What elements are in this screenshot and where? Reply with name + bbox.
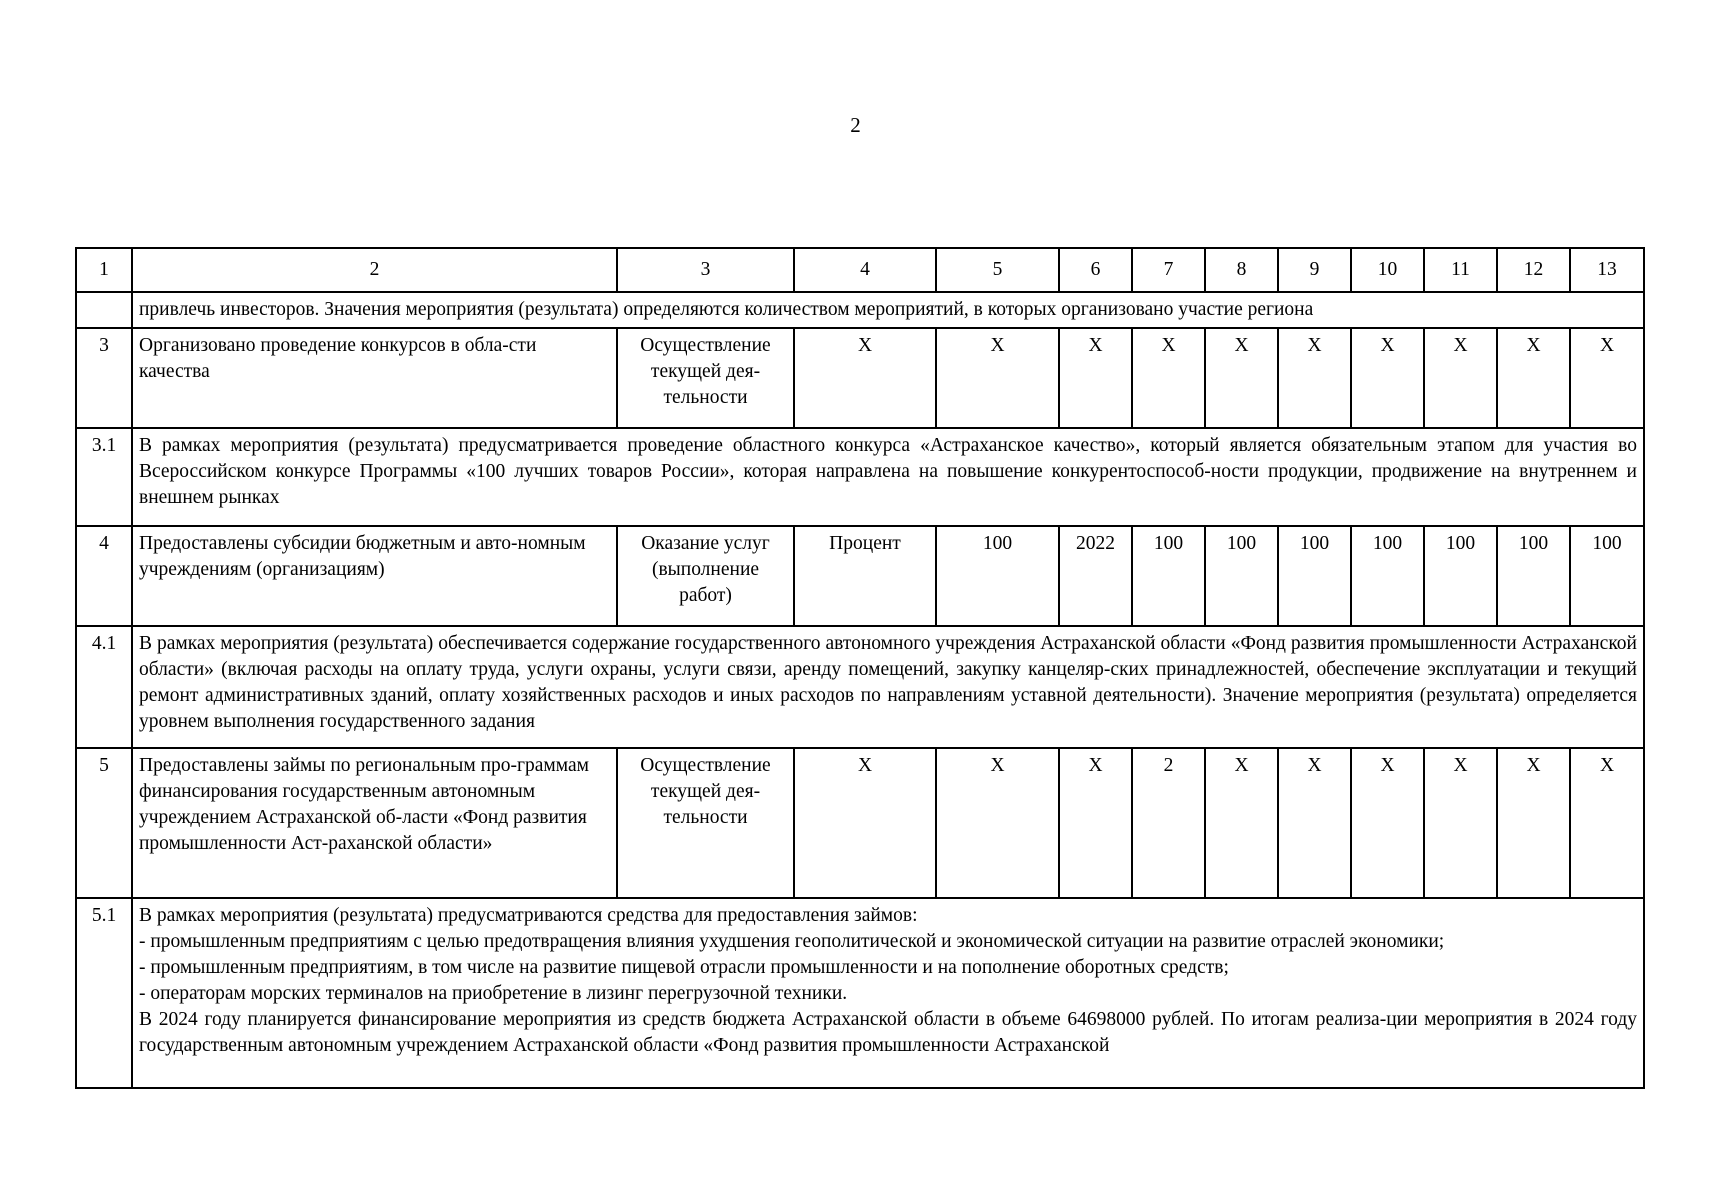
unit-cell: X (794, 748, 936, 898)
table-header-row (76, 248, 1644, 292)
description-text: В рамках мероприятия (результата) предусматривается проведение областного конкурса «Астраханское качество», который является обязательным этапом для участия во Всероссийском конкурсе Программы «100 лучших товаров России», которая направлена на повышение конкурентоспособ-ности продукции, продвижение на внутреннем и внешнем рынках (132, 428, 1644, 526)
description-line: В рамках мероприятия (результата) предусматриваются средства для предоставления займов: (139, 905, 918, 926)
column-number: 9 (1278, 248, 1351, 292)
value-cell: X (1351, 748, 1424, 898)
column-number: 11 (1424, 248, 1497, 292)
table-row (76, 526, 1644, 626)
row-number: 4 (76, 526, 132, 626)
description-line: - промышленным предприятиям с целью предотвращения влияния ухудшения геополитической и экономической ситуации на развитие отраслей экономики; (139, 931, 1445, 952)
base-year-cell: 2022 (1059, 526, 1132, 626)
base-year-cell: X (1059, 748, 1132, 898)
value-cell: X (1205, 328, 1278, 428)
result-type: Оказание услуг (выполнение работ) (617, 526, 794, 626)
base-year-cell: X (1059, 328, 1132, 428)
page-number: 2 (850, 113, 861, 137)
column-number: 2 (132, 248, 617, 292)
row-number: 3.1 (76, 428, 132, 526)
indicators-table (75, 247, 1645, 1089)
value-cell: X (1278, 748, 1351, 898)
column-number: 8 (1205, 248, 1278, 292)
value-cell: X (1278, 328, 1351, 428)
value-cell: X (1205, 748, 1278, 898)
column-number: 4 (794, 248, 936, 292)
value-cell: X (1570, 748, 1644, 898)
row-number: 5.1 (76, 898, 132, 1088)
value-cell: X (1424, 748, 1497, 898)
column-number: 5 (936, 248, 1059, 292)
column-number: 6 (1059, 248, 1132, 292)
column-number: 1 (76, 248, 132, 292)
value-cell: X (1497, 748, 1570, 898)
description-line: В 2024 году планируется финансирование мероприятия из средств бюджета Астраханской области в объеме 64698000 рублей. По итогам реализа-ции мероприятия в 2024 году государственным автономным учреждением Астраханской области «Фонд развития промышленности Астраханской (139, 1009, 1637, 1056)
result-type: Осуществление текущей дея-тельности (617, 748, 794, 898)
description-line: - промышленным предприятиям, в том числе на развитие пищевой отрасли промышленности и на пополнение оборотных средств; (139, 957, 1229, 978)
value-cell: 100 (1278, 526, 1351, 626)
column-number: 3 (617, 248, 794, 292)
value-cell: X (1132, 328, 1205, 428)
row-number-cell (76, 292, 132, 328)
table-row (76, 748, 1644, 898)
value-cell: 2 (1132, 748, 1205, 898)
value-cell: 100 (1132, 526, 1205, 626)
result-type: Осуществление текущей дея-тельности (617, 328, 794, 428)
unit-cell: X (794, 328, 936, 428)
result-name: Предоставлены займы по региональным про-граммам финансирования государственным автономным учреждением Астраханской об-ласти «Фонд развития промышленности Аст-раханской области» (132, 748, 617, 898)
table-row-description (76, 626, 1644, 748)
row-number: 5 (76, 748, 132, 898)
result-name: Организовано проведение конкурсов в обла-сти качества (132, 328, 617, 428)
column-number: 12 (1497, 248, 1570, 292)
value-cell: 100 (1497, 526, 1570, 626)
table-row-description (76, 428, 1644, 526)
column-number: 13 (1570, 248, 1644, 292)
table-row-continuation (76, 292, 1644, 328)
base-value-cell: X (936, 328, 1059, 428)
value-cell: 100 (1570, 526, 1644, 626)
row-number: 3 (76, 328, 132, 428)
description-line: - операторам морских терминалов на приобретение в лизинг перегрузочной техники. (139, 983, 848, 1004)
base-value-cell: X (936, 748, 1059, 898)
table-row-description (76, 898, 1644, 1088)
result-name: Предоставлены субсидии бюджетным и авто-номным учреждениям (организациям) (132, 526, 617, 626)
row-number: 4.1 (76, 626, 132, 748)
description-text: В рамках мероприятия (результата) обеспечивается содержание государственного автономного учреждения Астраханской области «Фонд развития промышленности Астраханской области» (включая расходы на оплату труда, услуги охраны, услуги связи, аренду помещений, закупку канцеляр-ских принадлежностей, обеспечение эксплуатации и текущий ремонт административных зданий, оплату хозяйственных расходов и иных расходов по направлениям уставной деятельности). Значение мероприятия (результата) определяется уровнем выполнения государственного задания (132, 626, 1644, 748)
description-text (132, 898, 1644, 1088)
continuation-text: привлечь инвесторов. Значения мероприятия (результата) определяются количеством мероприятий, в которых организовано участие региона (132, 292, 1644, 328)
table-row (76, 328, 1644, 428)
value-cell: X (1570, 328, 1644, 428)
base-value-cell: 100 (936, 526, 1059, 626)
value-cell: 100 (1351, 526, 1424, 626)
column-number: 7 (1132, 248, 1205, 292)
value-cell: X (1497, 328, 1570, 428)
column-number: 10 (1351, 248, 1424, 292)
value-cell: X (1424, 328, 1497, 428)
value-cell: X (1351, 328, 1424, 428)
value-cell: 100 (1205, 526, 1278, 626)
unit-cell: Процент (794, 526, 936, 626)
value-cell: 100 (1424, 526, 1497, 626)
